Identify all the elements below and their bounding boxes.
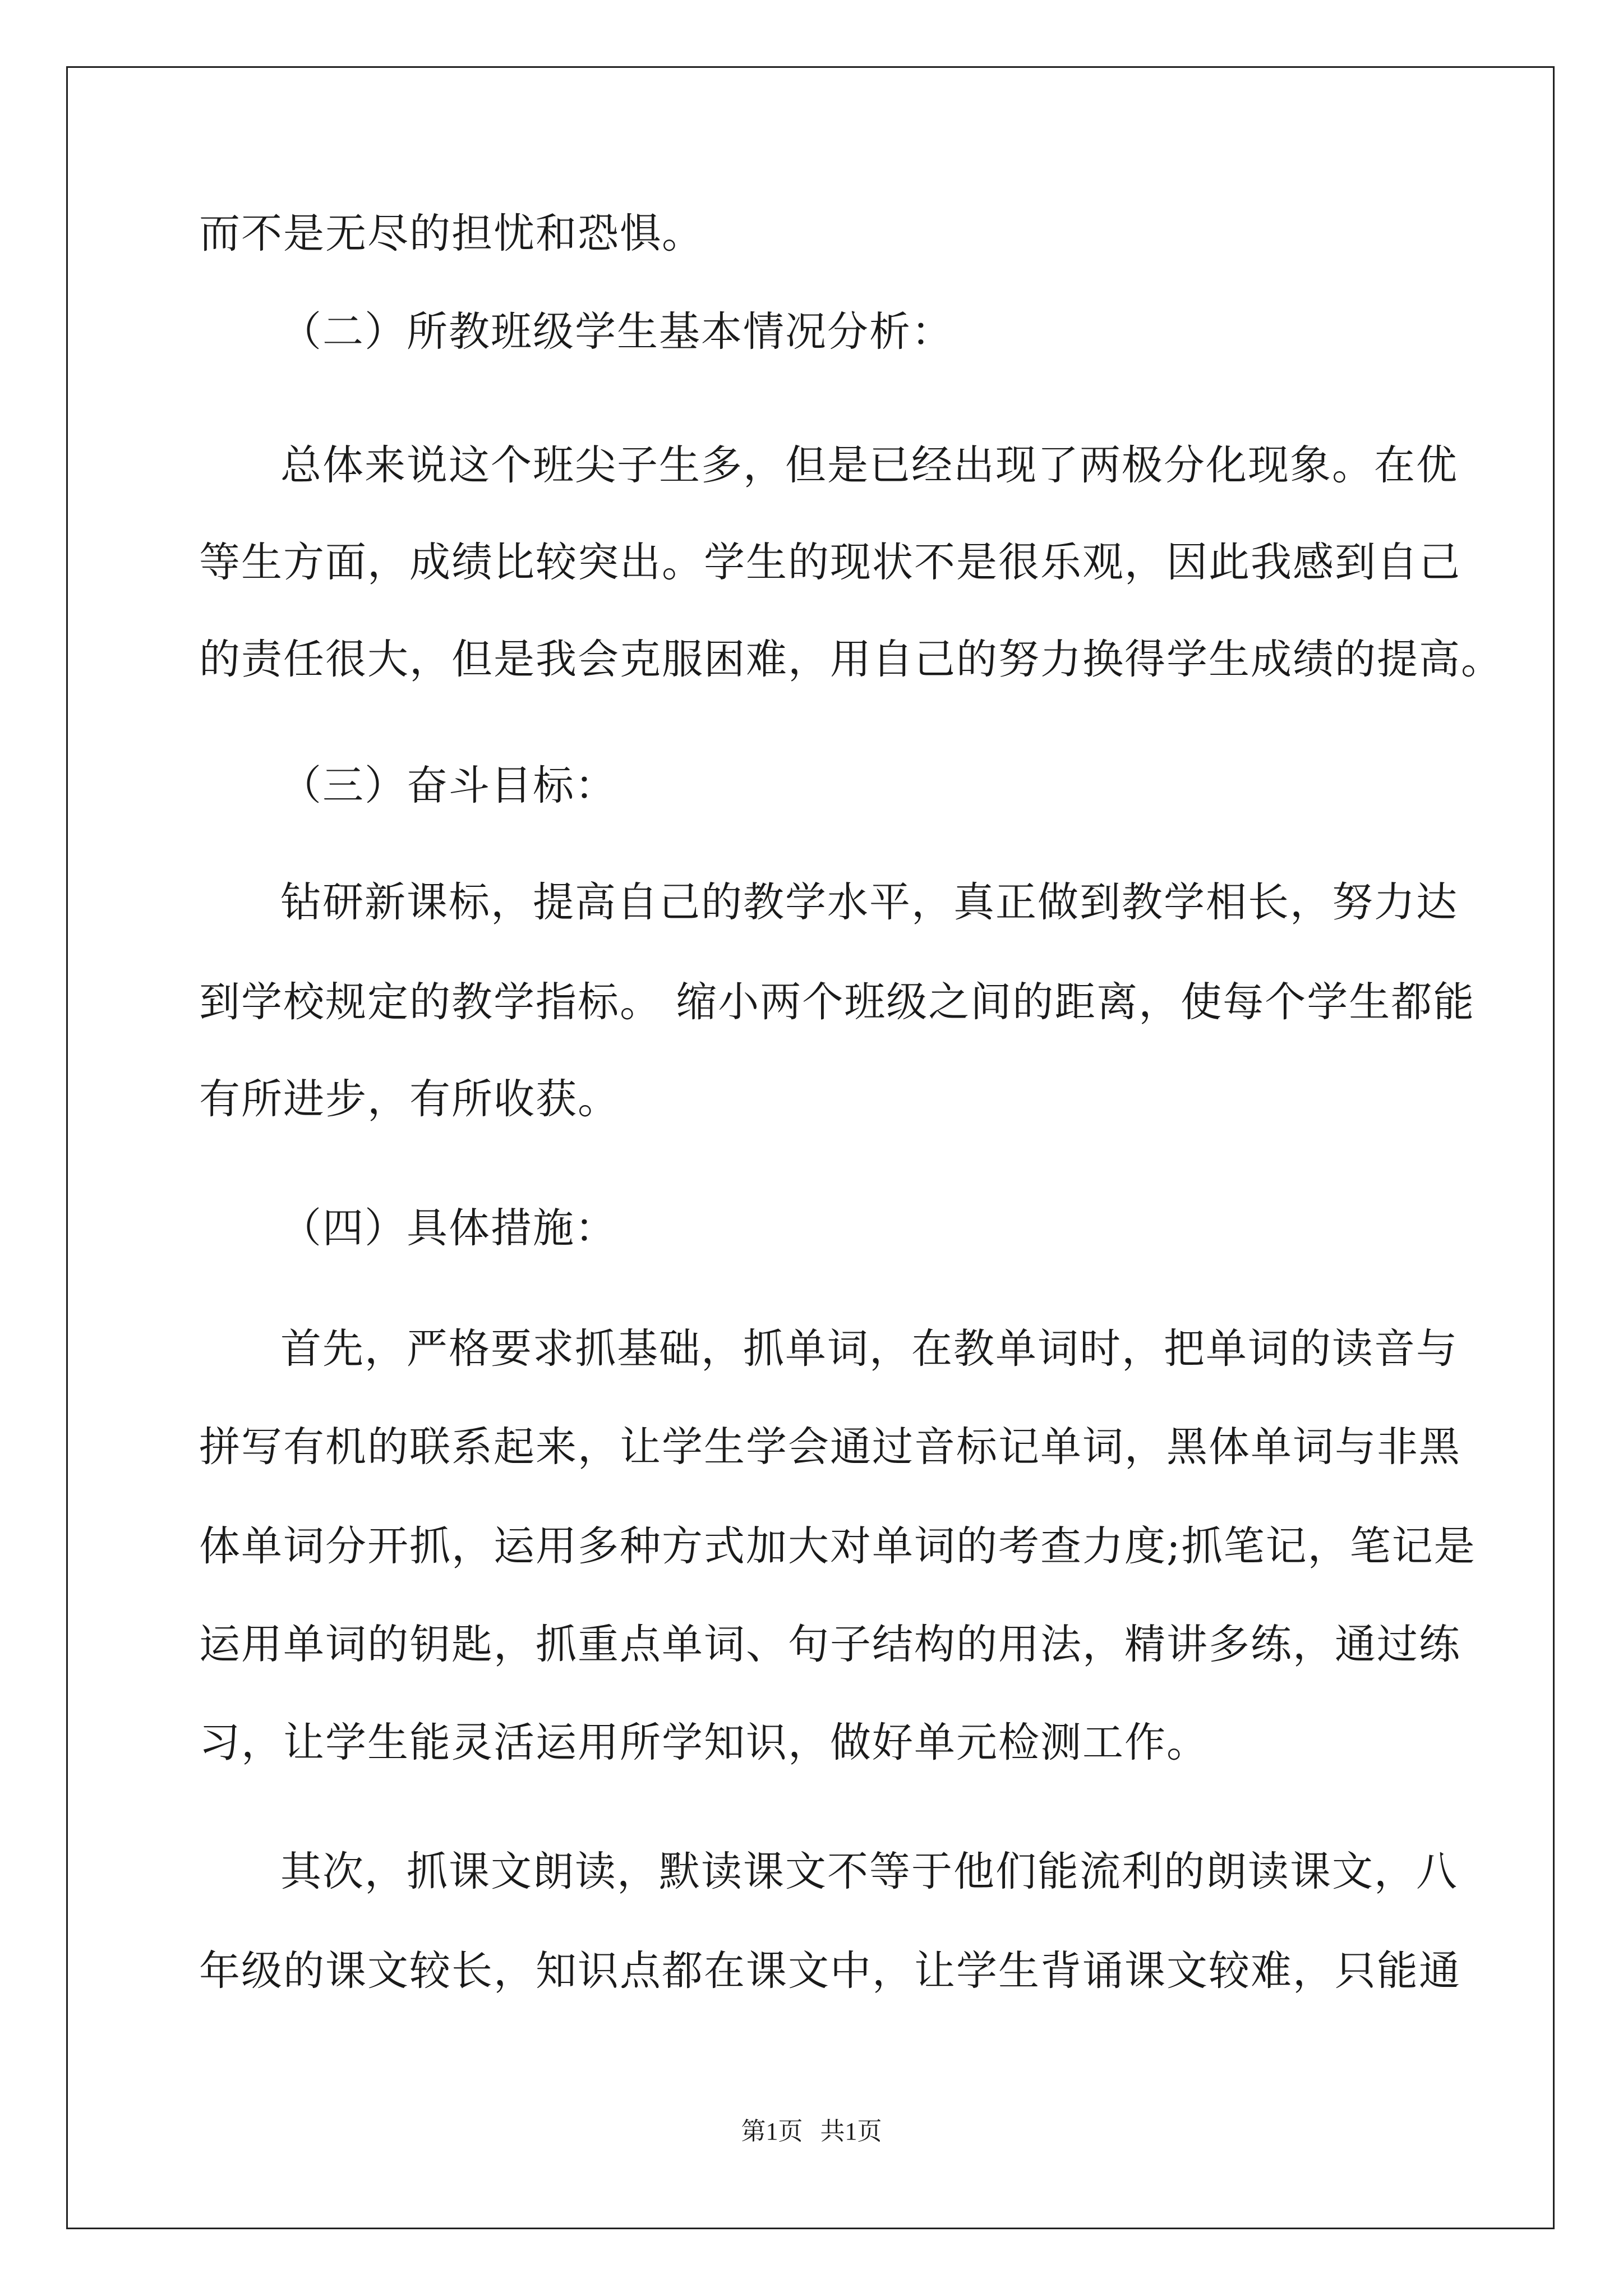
text-line-3: 总体来说这个班尖子生多，但是已经出现了两极分化现象。在优 [280, 441, 1458, 489]
text-line-1: 而不是无尽的担忧和恐惧。 [199, 210, 704, 257]
text-line-11: 首先，严格要求抓基础，抓单词，在教单词时，把单词的读音与 [280, 1325, 1458, 1373]
text-line-7: 钻研新课标，提高自己的教学水平，真正做到教学相长，努力达 [280, 878, 1458, 926]
text-line-15: 习，让学生能灵活运用所学知识，做好单元检测工作。 [199, 1719, 1209, 1766]
text-line-14: 运用单词的钥匙，抓重点单词、句子结构的用法，精讲多练，通过练 [199, 1621, 1461, 1668]
text-line-4: 等生方面，成绩比较突出。学生的现状不是很乐观，因此我感到自己 [199, 539, 1461, 586]
text-line-9: 有所进步，有所收获。 [199, 1075, 620, 1123]
text-line-13: 体单词分开抓，运用多种方式加大对单词的考查力度;抓笔记，笔记是 [199, 1522, 1476, 1570]
page-border [66, 66, 1555, 2229]
section-heading-2: （二）所教班级学生基本情况分析： [280, 308, 953, 356]
text-line-8: 到学校规定的教学指标。 缩小两个班级之间的距离，使每个学生都能 [199, 978, 1476, 1026]
text-line-12: 拼写有机的联系起来，让学生学会通过音标记单词，黑体单词与非黑 [199, 1423, 1461, 1471]
section-heading-4: （四）具体措施： [280, 1204, 617, 1252]
text-line-16: 其次，抓课文朗读，默读课文不等于他们能流利的朗读课文，八 [280, 1848, 1458, 1895]
page-number-total: 共1页 [820, 2118, 882, 2145]
text-line-17: 年级的课文较长，知识点都在课文中，让学生背诵课文较难，只能通 [199, 1947, 1461, 1995]
page-footer [0, 2115, 1623, 2148]
page-number-current: 第1页 [741, 2118, 803, 2145]
text-line-5: 的责任很大，但是我会克服困难，用自己的努力换得学生成绩的提高。 [199, 636, 1503, 683]
section-heading-3: （三）奋斗目标： [280, 762, 617, 809]
